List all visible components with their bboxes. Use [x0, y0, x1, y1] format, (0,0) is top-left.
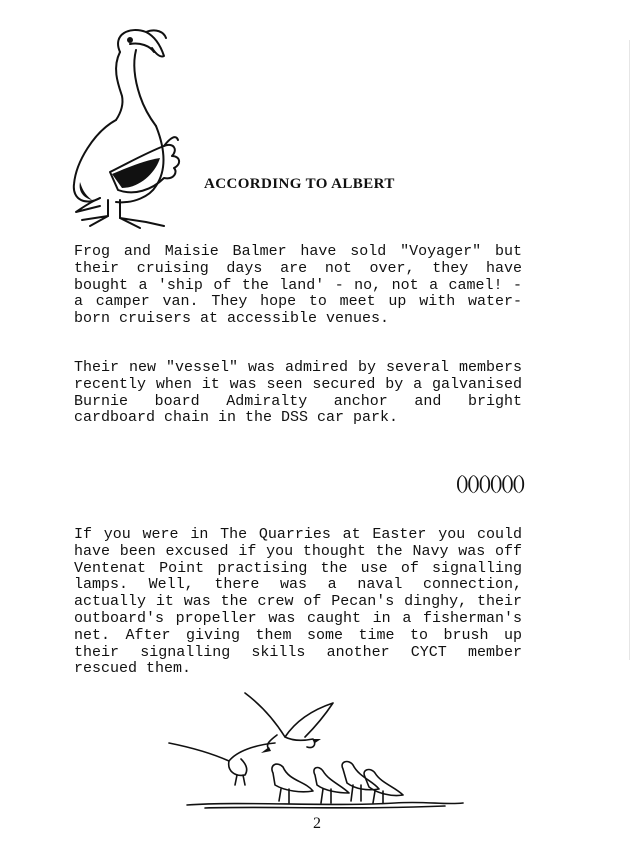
paragraph-quarries: If you were in The Quarries at Easter you could have been excused if you thought the Navy was off Ventenat Point practising the use of signalling lamps. Well, there was a naval connection, actually it was the crew of Pecan's dinghy, their outboard's propeller was caught in a fisherman's net. After giving them some time to brush up their signalling skills another CYCT member rescued them.: [74, 526, 522, 678]
albatross-cartoon-illustration: [60, 22, 210, 234]
paragraph-vessel: Their new "vessel" was admired by several members recently when it was seen secured by a galvanised Burnie board Admiralty anchor and bright cardboard chain in the DSS car park.: [74, 359, 522, 427]
page-number: 2: [313, 815, 321, 832]
seagulls-illustration: [165, 685, 470, 815]
section-divider: ()()()()()(): [456, 472, 524, 494]
paragraph-voyager: Frog and Maisie Balmer have sold "Voyager" but their cruising days are not over, they have bought a 'ship of the land' - no, not a camel! - a camper van. They hope to meet up with water-born cruisers at accessible venues.: [74, 243, 522, 328]
page-edge-line: [629, 40, 630, 660]
article-heading: ACCORDING TO ALBERT: [204, 176, 395, 192]
